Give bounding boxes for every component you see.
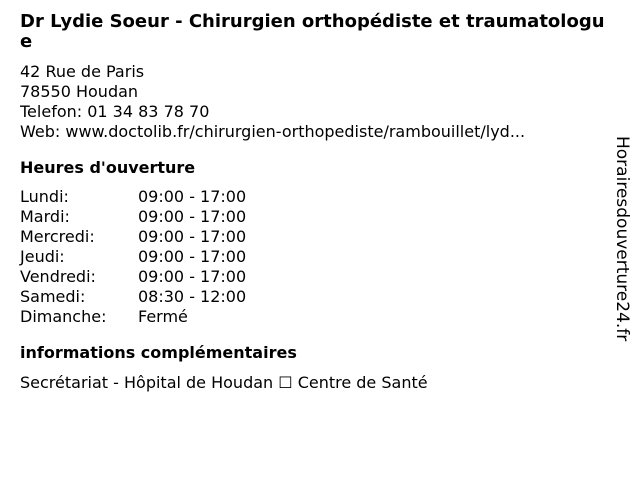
info-heading: informations complémentaires	[20, 343, 297, 362]
page-title: Dr Lydie Soeur - Chirurgien orthopédiste et traumatologue	[20, 11, 605, 52]
hours-table	[20, 187, 610, 327]
time-value: 09:00 - 17:00	[138, 207, 247, 226]
hours-row	[20, 207, 610, 227]
time-value: Fermé	[138, 307, 188, 326]
day-label: Dimanche:	[20, 307, 107, 326]
day-label: Lundi:	[20, 187, 69, 206]
phone-number: Telefon: 01 34 83 78 70	[20, 102, 210, 121]
day-label: Mercredi:	[20, 227, 95, 246]
hours-row	[20, 227, 610, 247]
hours-heading: Heures d'ouverture	[20, 158, 196, 177]
hours-row	[20, 187, 610, 207]
day-label: Vendredi:	[20, 267, 96, 286]
time-value: 09:00 - 17:00	[138, 247, 247, 266]
day-label: Samedi:	[20, 287, 86, 306]
business-card	[20, 12, 610, 393]
info-text: Secrétariat - Hôpital de Houdan ☐ Centre de Santé	[20, 373, 428, 392]
hours-row	[20, 287, 610, 307]
street-address: 42 Rue de Paris	[20, 62, 145, 81]
website-link[interactable]: Web: www.doctolib.fr/chirurgien-orthopediste/rambouillet/lyd...	[20, 122, 526, 141]
time-value: 09:00 - 17:00	[138, 187, 247, 206]
hours-row	[20, 247, 610, 267]
day-label: Jeudi:	[20, 247, 65, 266]
time-value: 09:00 - 17:00	[138, 227, 247, 246]
hours-row	[20, 307, 610, 327]
day-label: Mardi:	[20, 207, 70, 226]
address-block	[20, 62, 610, 142]
time-value: 08:30 - 12:00	[138, 287, 247, 306]
site-watermark: Horairesdouverture24.fr	[612, 136, 632, 342]
city-address: 78550 Houdan	[20, 82, 139, 101]
time-value: 09:00 - 17:00	[138, 267, 247, 286]
hours-row	[20, 267, 610, 287]
